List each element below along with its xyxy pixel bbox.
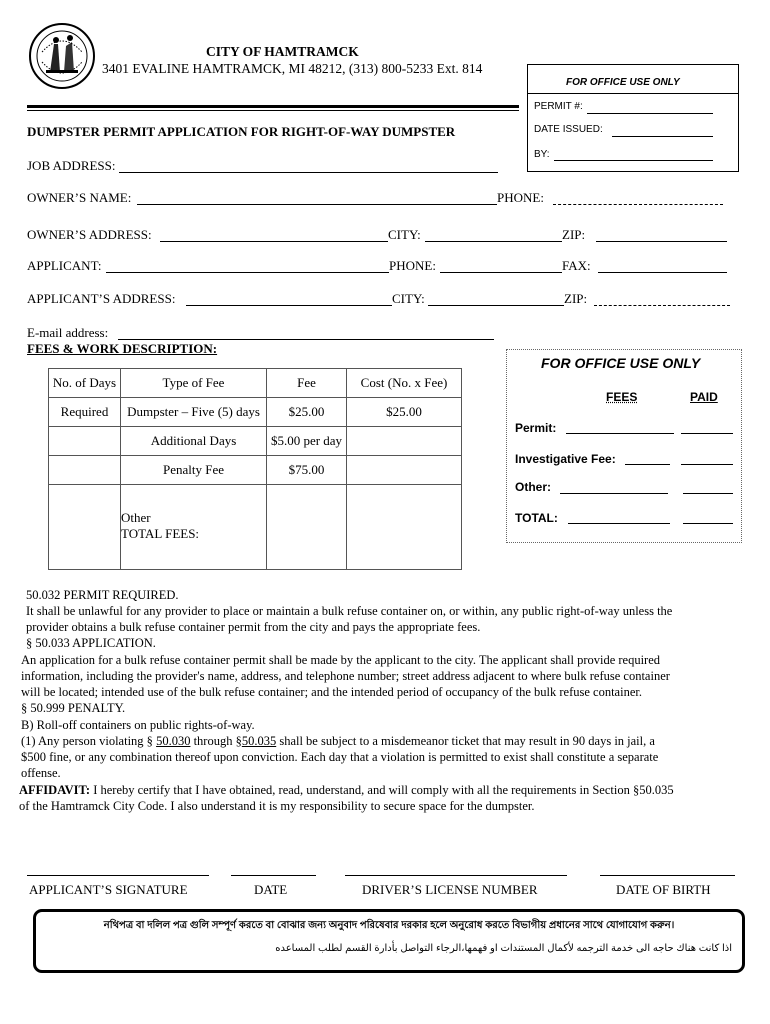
applicant-fax-field[interactable] xyxy=(598,272,727,273)
applicant-field[interactable] xyxy=(106,272,389,273)
row-fee-cell: $25.00 xyxy=(267,398,347,427)
fees-heading: FEES & WORK DESCRIPTION: xyxy=(27,341,218,356)
office-total-label: TOTAL: xyxy=(515,511,558,525)
owners-address-field[interactable] xyxy=(160,241,388,242)
header-rule-thin xyxy=(27,110,519,111)
owners-name-label: OWNER’S NAME: xyxy=(27,190,132,205)
applicants-address-field[interactable] xyxy=(186,305,392,306)
legal-line: offense. xyxy=(21,766,61,780)
row-days-input[interactable] xyxy=(49,427,121,456)
table-row xyxy=(49,398,462,427)
row-fee-cell: $5.00 per day xyxy=(267,427,347,456)
legal-line: An application for a bulk refuse container permit shall be made by the applicant to the city. The applicant shall provide required xyxy=(21,653,661,667)
office-fees-title: FOR OFFICE USE ONLY xyxy=(541,355,701,371)
affidavit-line xyxy=(19,782,674,798)
drivers-license-label: DRIVER’S LICENSE NUMBER xyxy=(362,882,538,897)
by-label: BY: xyxy=(534,149,550,160)
owners-name-field[interactable] xyxy=(137,204,497,205)
applicant-phone-label: PHONE: xyxy=(389,258,436,273)
legal-line: B) Roll-off containers on public rights-of-way. xyxy=(21,718,255,732)
applicant-city-label: CITY: xyxy=(392,291,425,306)
legal-line-violation xyxy=(21,733,655,749)
row-days-cell: Required xyxy=(49,398,121,427)
other-fee-cell[interactable] xyxy=(267,485,347,570)
table-row xyxy=(49,427,462,456)
date-issued-label: DATE ISSUED: xyxy=(534,124,603,135)
header-rule-thick xyxy=(27,105,519,108)
legal-50-999-heading: § 50.999 PENALTY. xyxy=(21,701,126,715)
violation-text: (1) Any person violating § xyxy=(21,734,157,748)
applicant-city-field[interactable] xyxy=(428,305,564,306)
owner-phone-field[interactable] xyxy=(553,204,723,205)
office-investigative-label: Investigative Fee: xyxy=(515,452,616,466)
form-title: DUMPSTER PERMIT APPLICATION FOR RIGHT-OF-WAY DUMPSTER xyxy=(27,124,456,139)
permit-number-label: PERMIT #: xyxy=(534,101,583,112)
row-cost-input[interactable] xyxy=(347,427,462,456)
other-label: Other xyxy=(121,510,151,525)
translation-notice-arabic: اذا كانت هناك حاجه الى خدمة الترجمه لأكمال المستندات او فهمها،الرجاء التواصل بأدارة القسم لطلب المساعده xyxy=(275,943,732,954)
applicant-fax-label: FAX: xyxy=(562,258,591,273)
legal-50-032-heading: 50.032 PERMIT REQUIRED. xyxy=(26,588,179,602)
row-cost-cell: $25.00 xyxy=(347,398,462,427)
applicants-address-label: APPLICANT’S ADDRESS: xyxy=(27,291,176,306)
job-address-field[interactable] xyxy=(119,172,498,173)
email-field[interactable] xyxy=(118,339,494,340)
legal-line: will be located; intended use of the bulk refuse container; and the intended period of occupancy of the bulk refuse container. xyxy=(21,685,642,699)
legal-line: provider obtains a bulk refuse container permit from the city and pays the appropriate fees. xyxy=(26,620,481,634)
col-paid-label: PAID xyxy=(690,390,718,404)
col-header-cost: Cost (No. x Fee) xyxy=(347,369,462,398)
other-total-cell xyxy=(121,485,267,570)
date-field[interactable] xyxy=(231,875,316,876)
office-other-paid-field[interactable] xyxy=(683,493,733,494)
office-permit-label: Permit: xyxy=(515,421,557,435)
city-address: 3401 EVALINE HAMTRAMCK, MI 48212, (313) 800-5233 Ext. 814 xyxy=(102,61,483,76)
office-investigative-fee-field[interactable] xyxy=(625,464,670,465)
legal-line: information, including the provider's name, address, and telephone number; street address adjacent to where bulk refuse container xyxy=(21,669,670,683)
email-label: E-mail address: xyxy=(27,325,109,340)
row-days-input[interactable] xyxy=(49,456,121,485)
affidavit-text: I hereby certify that I have obtained, read, understand, and will comply with all the requirements in Section §50.035 xyxy=(90,783,674,797)
owner-city-field[interactable] xyxy=(425,241,562,242)
applicant-phone-field[interactable] xyxy=(440,272,562,273)
col-header-days: No. of Days xyxy=(49,369,121,398)
office-other-fee-field[interactable] xyxy=(560,493,668,494)
owner-zip-label: ZIP: xyxy=(562,227,586,242)
section-50-030-link[interactable]: 50.030 xyxy=(156,734,191,748)
office-divider xyxy=(528,93,738,94)
date-of-birth-field[interactable] xyxy=(600,875,735,876)
translation-notice-bengali: নথিপত্র বা দলিল পত্র গুলি সম্পূর্ণ করতে বা বোঝার জন্য অনুবাদ পরিষেবার দরকার হলে অনুরোধ করতে বিভাগীয় প্রধানের সাথে যোগাযোগ করুন। xyxy=(103,920,675,931)
date-label: DATE xyxy=(254,882,288,897)
office-use-title: FOR OFFICE USE ONLY xyxy=(566,77,680,88)
owner-zip-field[interactable] xyxy=(596,241,727,242)
city-seal-logo xyxy=(28,22,96,90)
table-header-row xyxy=(49,369,462,398)
office-total-paid-field[interactable] xyxy=(683,523,733,524)
col-fees-label: FEES xyxy=(606,390,638,404)
affidavit-label: AFFIDAVIT: xyxy=(19,783,91,797)
date-of-birth-label: DATE OF BIRTH xyxy=(616,882,711,897)
fees-table xyxy=(48,368,462,570)
col-header-fee: Fee xyxy=(267,369,347,398)
row-type-cell: Dumpster – Five (5) days xyxy=(121,398,267,427)
office-use-box-top xyxy=(527,64,739,172)
total-cost-cell[interactable] xyxy=(347,485,462,570)
row-fee-cell: $75.00 xyxy=(267,456,347,485)
owners-address-label: OWNER’S ADDRESS: xyxy=(27,227,152,242)
row-type-cell: Penalty Fee xyxy=(121,456,267,485)
applicant-label: APPLICANT: xyxy=(27,258,102,273)
office-permit-paid-field[interactable] xyxy=(681,433,733,434)
section-50-035-link[interactable]: 50.035 xyxy=(241,734,277,748)
office-permit-fee-field[interactable] xyxy=(566,433,674,434)
legal-line: $500 fine, or any combination thereof upon conviction. Each day that a violation is permitted to exist shall constitute a separate xyxy=(21,750,659,764)
drivers-license-field[interactable] xyxy=(345,875,567,876)
job-address-label: JOB ADDRESS: xyxy=(27,158,116,173)
permit-number-field[interactable] xyxy=(587,113,713,114)
legal-line: It shall be unlawful for any provider to place or maintain a bulk refuse container on, or within, any public right-of-way unless the xyxy=(26,604,673,618)
office-investigative-paid-field[interactable] xyxy=(681,464,733,465)
legal-line: of the Hamtramck City Code. I also understand it is my responsibility to secure space for the dumpster. xyxy=(19,799,535,813)
office-other-label: Other: xyxy=(515,480,551,494)
other-days-cell[interactable] xyxy=(49,485,121,570)
violation-text: shall be subject to a misdemeanor ticket that may result in 90 days in jail, a xyxy=(276,734,655,748)
city-name: CITY OF HAMTRAMCK xyxy=(206,44,359,59)
date-issued-field[interactable] xyxy=(612,136,713,137)
office-use-box-fees xyxy=(506,349,742,543)
row-type-cell: Additional Days xyxy=(121,427,267,456)
owner-phone-label: PHONE: xyxy=(497,190,544,205)
applicant-signature-label: APPLICANT’S SIGNATURE xyxy=(29,882,188,897)
owner-city-label: CITY: xyxy=(388,227,421,242)
applicant-zip-label: ZIP: xyxy=(564,291,588,306)
legal-50-033-heading: § 50.033 APPLICATION. xyxy=(26,636,156,650)
office-total-fee-field[interactable] xyxy=(568,523,670,524)
applicant-signature-field[interactable] xyxy=(27,875,209,876)
table-row-other-total xyxy=(49,485,462,570)
table-row xyxy=(49,456,462,485)
total-fees-label: TOTAL FEES: xyxy=(121,526,200,541)
row-cost-input[interactable] xyxy=(347,456,462,485)
col-header-type: Type of Fee xyxy=(121,369,267,398)
translation-notice-box xyxy=(33,909,745,973)
applicant-zip-field[interactable] xyxy=(594,305,730,306)
violation-text: through § xyxy=(190,734,242,748)
by-field[interactable] xyxy=(554,160,713,161)
